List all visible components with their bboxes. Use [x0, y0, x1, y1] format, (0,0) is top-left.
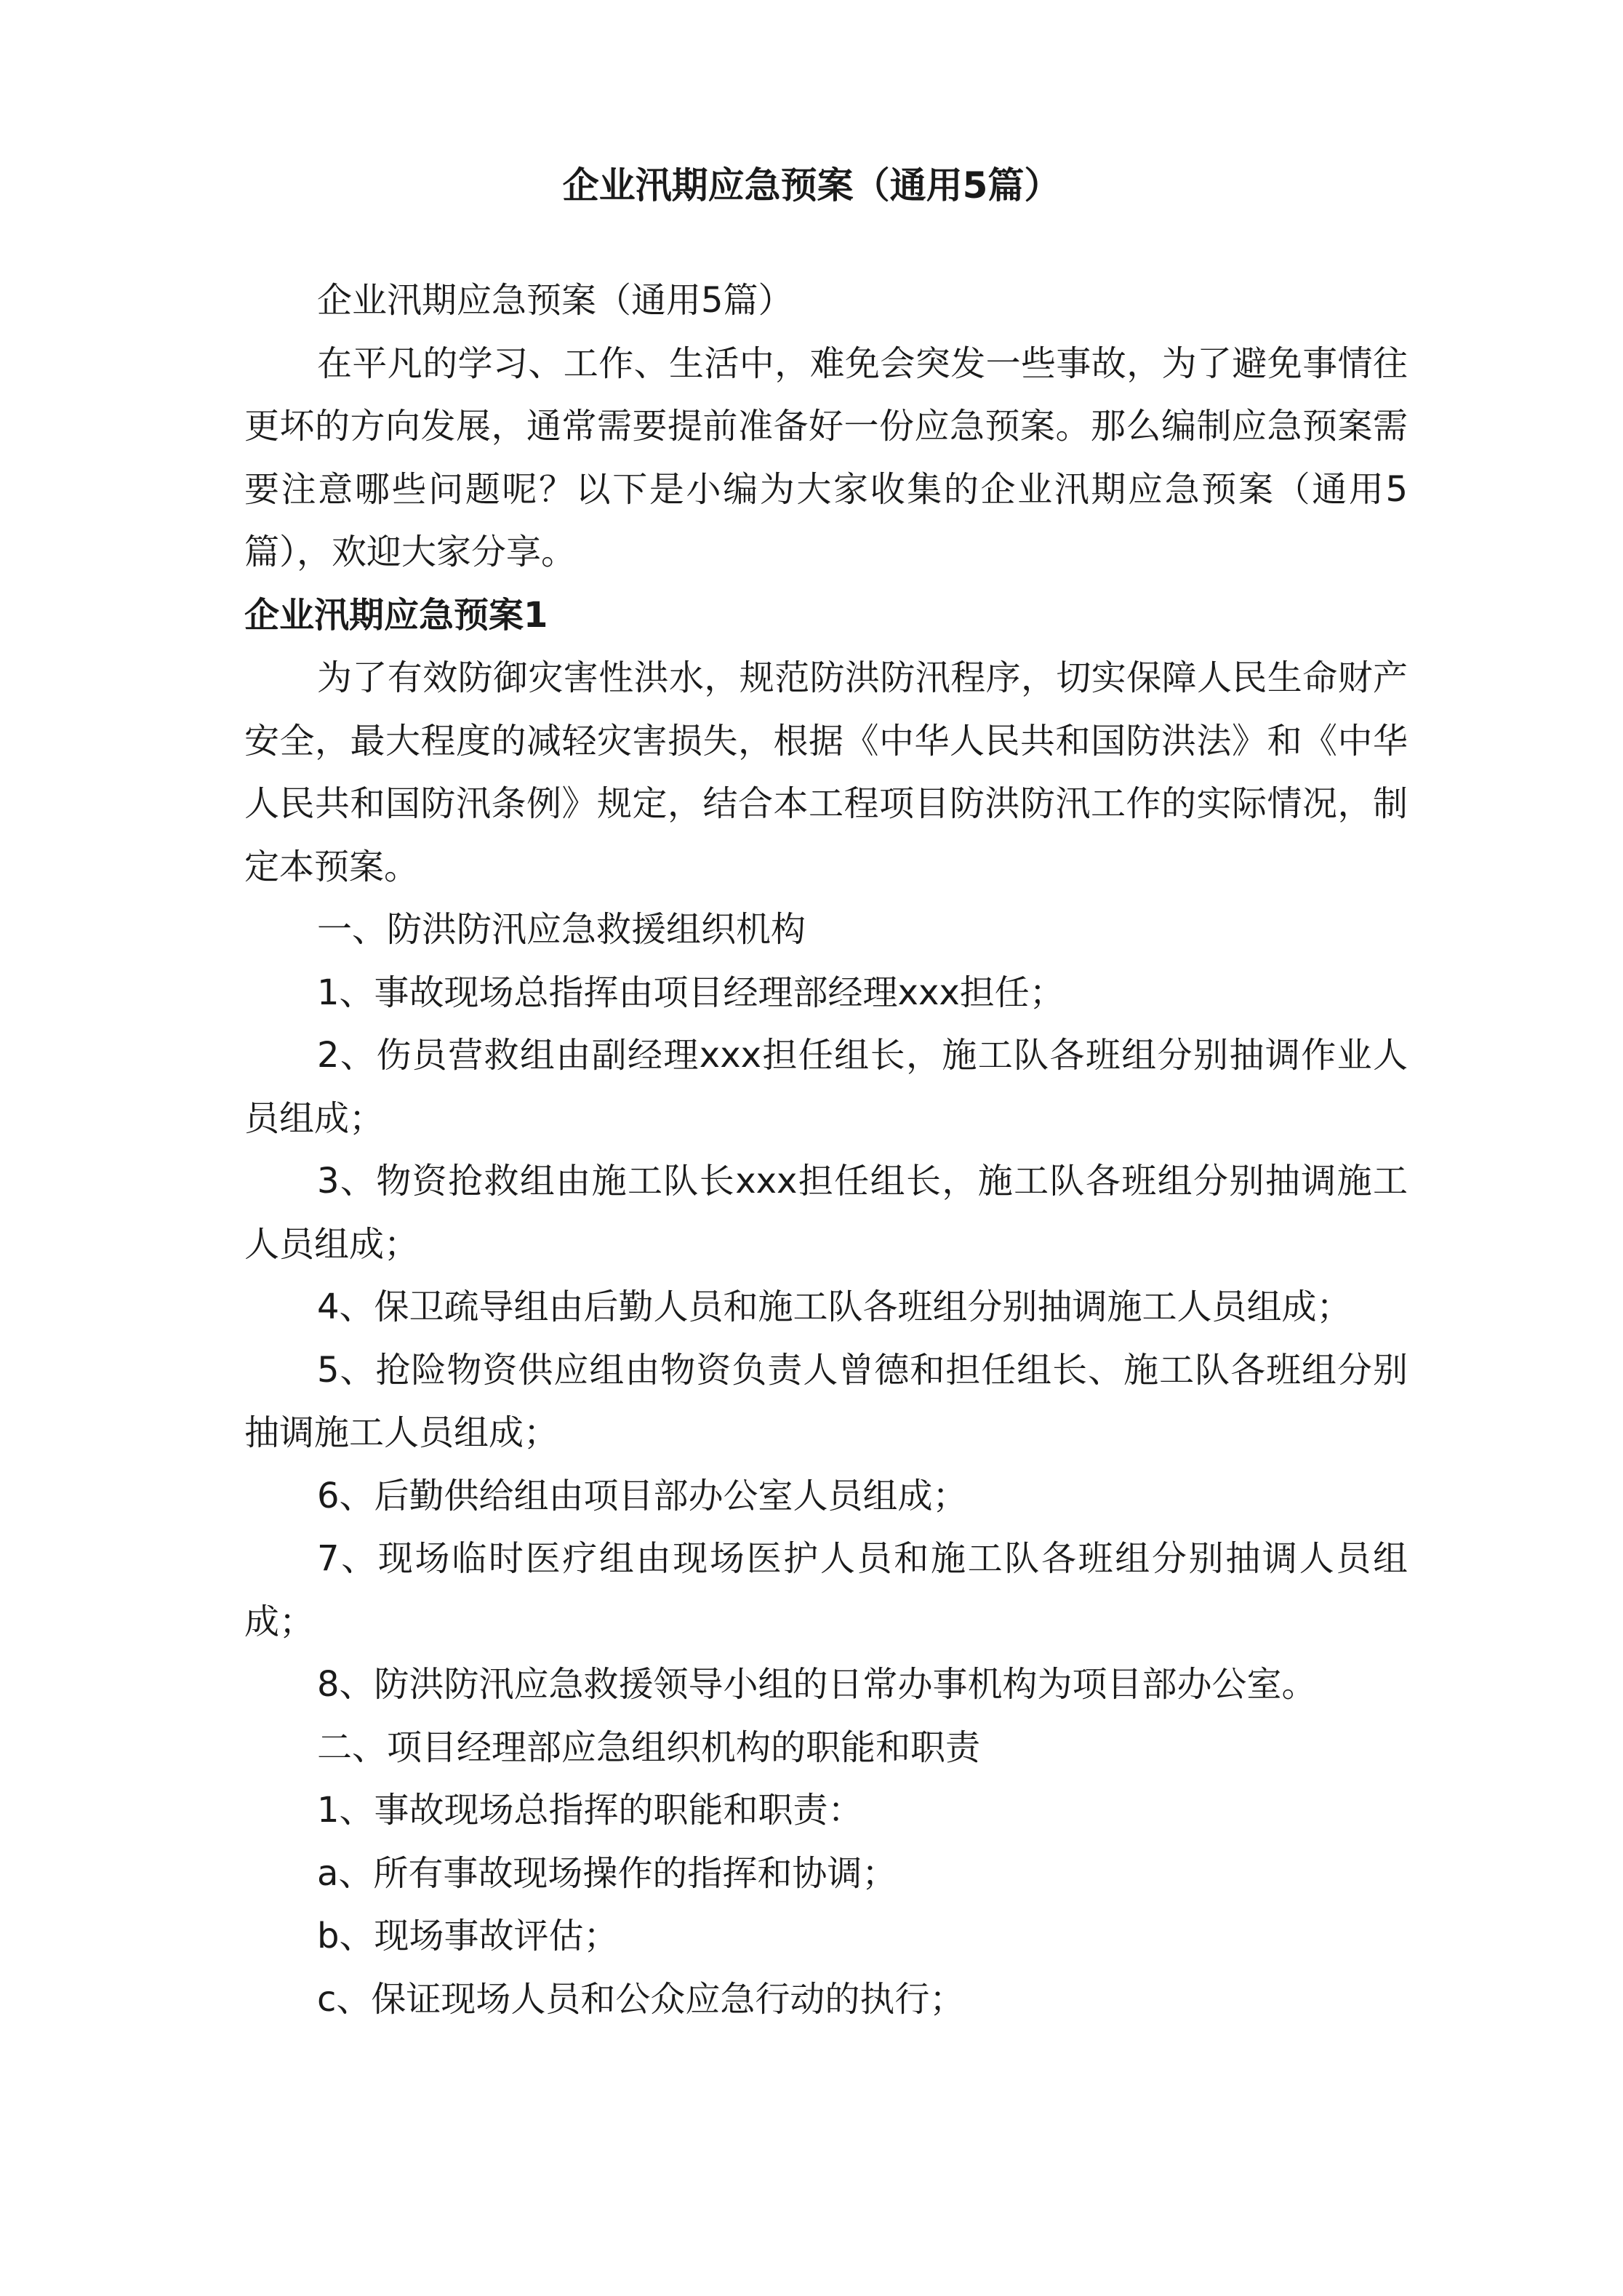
list-item: a、所有事故现场操作的指挥和协调；: [317, 1852, 897, 1894]
list-item: 1、事故现场总指挥的职能和职责：: [317, 1790, 863, 1831]
list-item: 一、防洪防汛应急救援组织机构: [317, 909, 806, 950]
list-item: 5、抢险物资供应组由物资负责人曾德和担任组长、施工队各班组分别抽调施工人员组成；: [244, 1349, 1408, 1453]
list-item: 6、后勤供给组由项目部办公室人员组成；: [317, 1475, 968, 1516]
section-heading: 企业汛期应急预案1: [244, 594, 548, 636]
list-item: c、保证现场人员和公众应急行动的执行；: [317, 1978, 965, 2020]
list-item: b、现场事故评估；: [317, 1916, 619, 1956]
list-item: 4、保卫疏导组由后勤人员和施工队各班组分别抽调施工人员组成；: [317, 1287, 1352, 1327]
list-item: 2、伤员营救组由副经理xxx担任组长，施工队各班组分别抽调作业人员组成；: [244, 1035, 1408, 1139]
document-title: 企业汛期应急预案（通用5篇）: [562, 164, 1061, 207]
paragraph-purpose: 为了有效防御灾害性洪水，规范防洪防汛程序，切实保障人民生命财产安全，最大程度的减轻灾害损失，根据《中华人民共和国防洪法》和《中华人民共和国防汛条例》规定，结合本工程项目防洪防汛工作的实际情况，制定本预案。: [244, 657, 1408, 887]
paragraph-subtitle: 企业汛期应急预案（通用5篇）: [317, 280, 793, 321]
list-item: 3、物资抢救组由施工队长xxx担任组长，施工队各班组分别抽调施工人员组成；: [244, 1161, 1408, 1265]
list-item: 1、事故现场总指挥由项目经理部经理xxx担任；: [317, 972, 1065, 1013]
list-item: 二、项目经理部应急组织机构的职能和职责: [317, 1727, 981, 1768]
paragraph-intro: 在平凡的学习、工作、生活中，难免会突发一些事故，为了避免事情往更坏的方向发展，通常需要提前准备好一份应急预案。那么编制应急预案需要注意哪些问题呢？以下是小编为大家收集的企业汛期应急预案（通用5篇），欢迎大家分享。: [244, 343, 1408, 572]
list-item: 7、现场临时医疗组由现场医护人员和施工队各班组分别抽调人员组成；: [244, 1538, 1408, 1642]
document-body: [244, 269, 1408, 2031]
list-item: 8、防洪防汛应急救援领导小组的日常办事机构为项目部办公室。: [317, 1664, 1317, 1705]
